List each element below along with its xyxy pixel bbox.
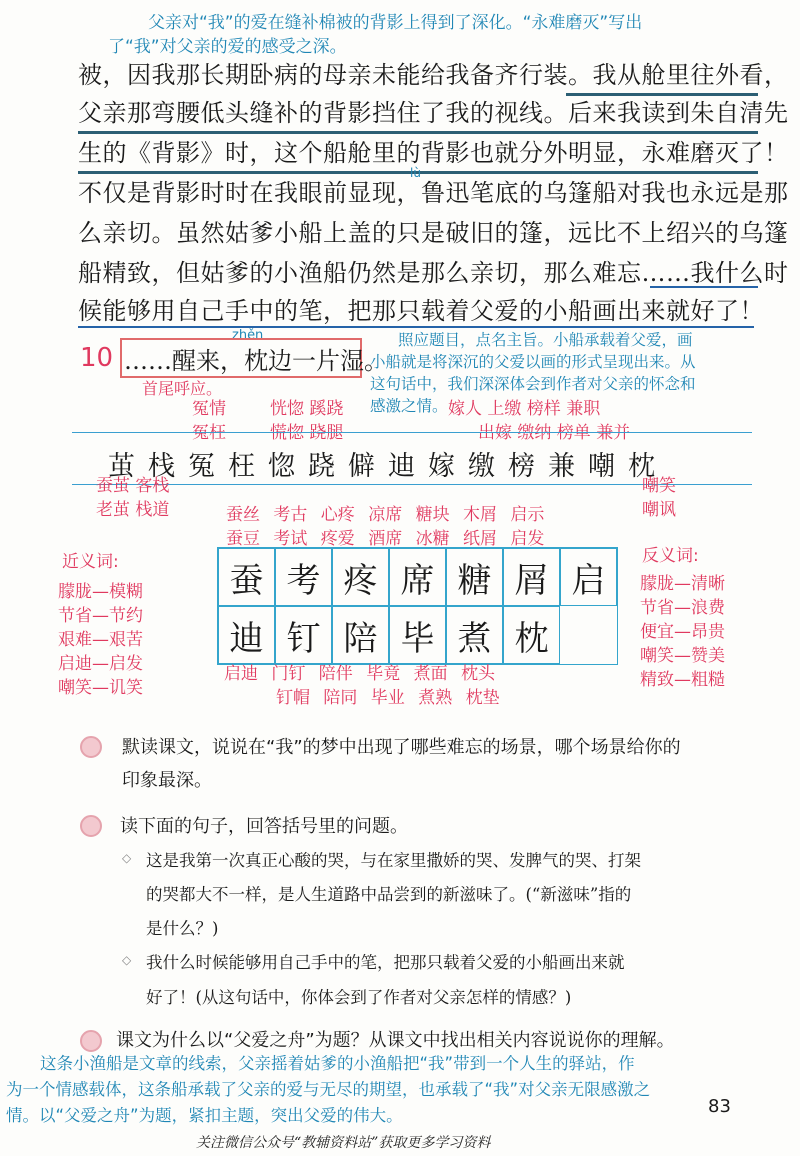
sentence-1-line1: 这是我第一次真正心酸的哭，与在家里撒娇的哭、发脾气的哭、打架 — [146, 851, 641, 870]
footer-note: 关注微信公众号“教辅资料站”获取更多学习资料 — [196, 1135, 491, 1151]
pinyin-zhen: zhěn — [232, 328, 264, 343]
word-group-1a: 冤情 — [192, 399, 226, 419]
antonym-item: 精致—粗糙 — [640, 670, 725, 690]
question-1-icon — [80, 736, 102, 758]
grid-cell: 枕 — [503, 606, 560, 664]
body-line-1: 被，因我那长期卧病的母亲未能给我备齐行装。我从舱里往外看， — [78, 61, 789, 89]
body-line-4: 不仅是背影时时在我眼前显现，鲁迅笔底的乌篷船对我也永远是那 — [78, 179, 789, 207]
grid-row-1 — [218, 548, 617, 606]
antonym-item: 便宜—昂贵 — [640, 622, 725, 642]
grid-words-bottom-a: 启迪 门钉 陪伴 毕竟 煮面 枕头 — [224, 664, 496, 684]
question-1-line2: 印象最深。 — [122, 770, 212, 791]
question-2-icon — [80, 815, 102, 837]
right-annotation-line1: 照应题目，点名主旨。小船承载着父爱，画 — [398, 331, 693, 349]
underline-6 — [650, 286, 758, 288]
sentence-1-line2: 的哭都大不一样，是人生道路中品尝到的新滋味了。(“新滋味”指的 — [146, 885, 632, 904]
synonym-item: 启迪—启发 — [58, 654, 143, 674]
question-2-text: 读下面的句子，回答括号里的问题。 — [120, 816, 408, 837]
antonym-item: 节省—浪费 — [640, 598, 725, 618]
pinyin-lu: lù — [410, 166, 421, 180]
character-grid — [217, 547, 618, 665]
grid-cell: 陪 — [332, 606, 389, 664]
question-3-text: 课文为什么以“父爱之舟”为题？从课文中找出相关内容说说你的理解。 — [116, 1030, 675, 1051]
synonym-item: 朦胧—模糊 — [58, 582, 143, 602]
word-group-1b: 冤枉 — [192, 423, 226, 443]
synonym-item: 艰难—艰苦 — [58, 630, 143, 650]
grid-cell: 迪 — [218, 606, 275, 664]
sentence-1-line3: 是什么？) — [146, 919, 219, 938]
answer-line2: 为一个情感载体，这条船承载了父亲的爱与无尽的期望，也承载了“我”对父亲无限感激之 — [6, 1080, 651, 1099]
grid-cell: 启 — [560, 548, 617, 606]
sentence-2-line1: 我什么时候能够用自己手中的笔，把那只载着父爱的小船画出来就 — [146, 953, 625, 972]
body-line-7: 候能够用自己手中的笔，把那只载着父爱的小船画出来就好了！ — [78, 297, 764, 325]
page-number: 83 — [708, 1096, 731, 1117]
body-line-2: 父亲那弯腰低头缝补的背影挡住了我的视线。后来我读到朱自清先 — [78, 99, 789, 127]
word-below-1a: 蚕茧 客栈 — [96, 476, 170, 496]
grid-words-bottom-b: 钉帽 陪同 毕业 煮熟 枕垫 — [276, 688, 500, 708]
right-annotation-line3: 这句话中，我们深深体会到作者对父亲的怀念和 — [370, 375, 696, 393]
bullet-diamond-icon: ◇ — [122, 851, 132, 865]
bullet-diamond-icon: ◇ — [122, 953, 132, 967]
grid-cell: 屑 — [503, 548, 560, 606]
grid-cell: 疼 — [332, 548, 389, 606]
guide-line-top — [72, 432, 752, 433]
grid-cell: 席 — [389, 548, 446, 606]
echo-note: 首尾呼应。 — [142, 379, 223, 398]
word-below-2b: 嘲讽 — [642, 500, 676, 520]
grid-row-2 — [218, 606, 617, 664]
right-annotation-line4: 感激之情。 — [370, 397, 448, 415]
grid-words-top-b: 蚕豆 考试 疼爱 酒席 冰糖 纸屑 启发 — [226, 529, 545, 549]
paragraph-10-text: ……醒来，枕边一片湿。 — [124, 347, 388, 375]
body-line-6: 船精致，但姑爹的小渔船仍然是那么亲切，那么难忘……我什么时 — [78, 259, 789, 287]
underline-2 — [78, 131, 758, 134]
question-3-icon — [80, 1030, 102, 1052]
grid-cell: 蚕 — [218, 548, 275, 606]
antonym-item: 朦胧—清晰 — [640, 574, 725, 594]
grid-cell: 考 — [275, 548, 332, 606]
word-below-2a: 嘲笑 — [642, 476, 676, 496]
top-annotation-line1: 父亲对“我”的爱在缝补棉被的背影上得到了深化。“永难磨灭”写出 — [148, 13, 643, 33]
grid-cell: 钉 — [275, 606, 332, 664]
sentence-2-line2: 好了！(从这句话中，你体会到了作者对父亲怎样的情感？) — [146, 988, 572, 1007]
underline-1 — [566, 93, 758, 96]
grid-cell: 煮 — [446, 606, 503, 664]
grid-cell: 糖 — [446, 548, 503, 606]
answer-line1: 这条小渔船是文章的线索，父亲摇着姑爹的小渔船把“我”带到一个人生的驿站，作 — [40, 1054, 635, 1073]
antonyms-title: 反义词: — [642, 546, 699, 566]
right-annotation-line2: 小船就是将深沉的父爱以画的形式呈现出来。从 — [370, 353, 696, 371]
synonyms-title: 近义词: — [62, 552, 119, 572]
grid-cell: 毕 — [389, 606, 446, 664]
word-group-2a: 恍惚 蹊跷 — [270, 399, 344, 419]
antonym-item: 嘲笑—赞美 — [640, 646, 725, 666]
question-1-line1: 默读课文，说说在“我”的梦中出现了哪些难忘的场景，哪个场景给你的 — [122, 737, 681, 758]
word-group-2b: 慌惚 跷腿 — [270, 423, 344, 443]
grid-words-top-a: 蚕丝 考古 心疼 凉席 糖块 木屑 启示 — [226, 505, 545, 525]
synonym-item: 节省—节约 — [58, 606, 143, 626]
synonym-item: 嘲笑—讥笑 — [58, 678, 143, 698]
word-below-1b: 老茧 栈道 — [96, 500, 170, 520]
new-characters-row: 茧栈冤枉惚跷僻迪嫁缴榜兼嘲枕 — [108, 451, 668, 482]
body-line-5: 么亲切。虽然姑爹小船上盖的只是破旧的篷，远比不上绍兴的乌篷 — [78, 219, 789, 247]
word-group-3b: 出嫁 缴纳 榜单 兼并 — [478, 423, 631, 443]
body-line-3: 生的《背影》时，这个船舱里的背影也就分外明显，永难磨灭了！ — [78, 139, 789, 167]
answer-line3: 情。以“父爱之舟”为题，紧扣主题，突出父爱的伟大。 — [6, 1106, 403, 1125]
word-group-3a: 嫁人 上缴 榜样 兼职 — [448, 399, 601, 419]
top-annotation-line2: 了“我”对父亲的爱的感受之深。 — [108, 37, 347, 57]
paragraph-number: 10 — [80, 343, 114, 373]
